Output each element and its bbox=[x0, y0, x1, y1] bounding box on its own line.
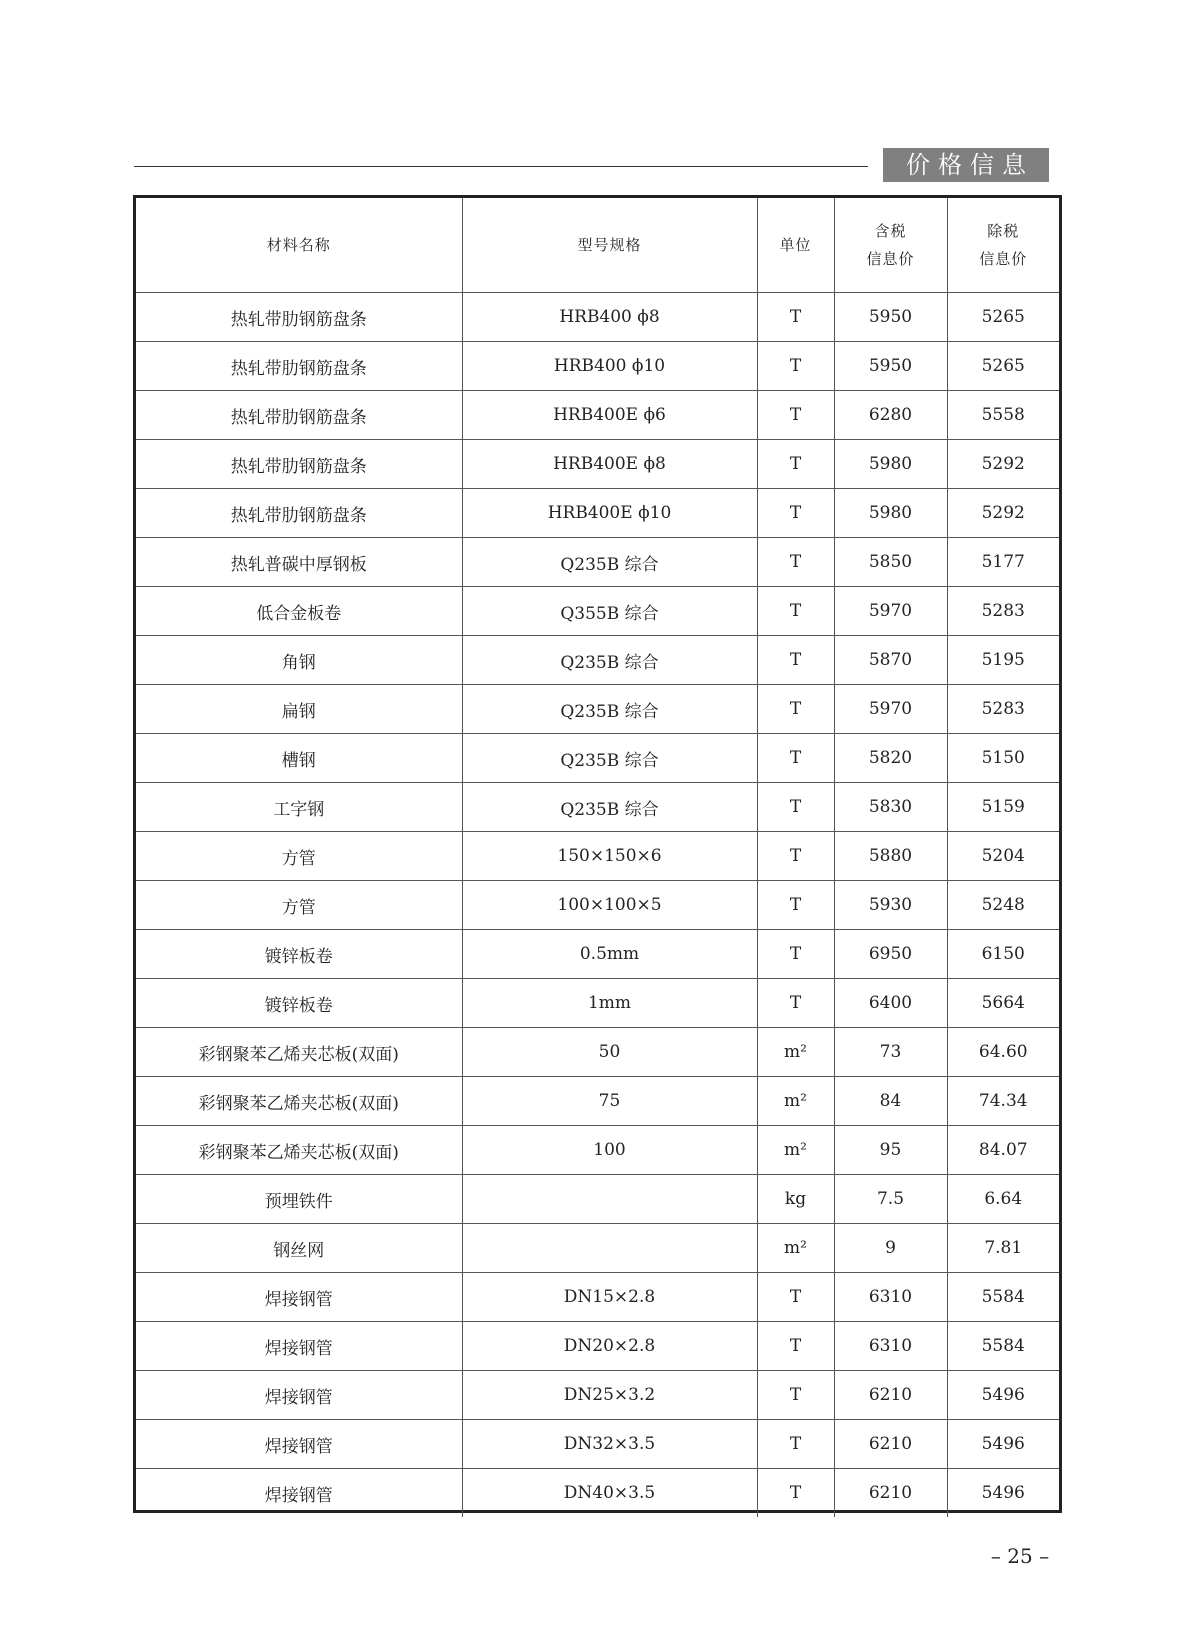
cell-price-with-tax: 84 bbox=[834, 1077, 947, 1126]
cell-material-name: 彩钢聚苯乙烯夹芯板(双面) bbox=[136, 1126, 462, 1175]
price-table bbox=[136, 198, 1059, 1517]
cell-price-with-tax: 95 bbox=[834, 1126, 947, 1175]
column-header-price-without-tax: 除税 信息价 bbox=[947, 198, 1059, 293]
cell-unit: T bbox=[757, 587, 834, 636]
cell-price-with-tax: 5970 bbox=[834, 685, 947, 734]
table-row bbox=[136, 538, 1059, 587]
table-row bbox=[136, 1371, 1059, 1420]
cell-material-name: 热轧带肋钢筋盘条 bbox=[136, 489, 462, 538]
cell-material-name: 方管 bbox=[136, 832, 462, 881]
table-row bbox=[136, 1469, 1059, 1518]
cell-price-without-tax: 5283 bbox=[947, 685, 1059, 734]
cell-unit: T bbox=[757, 930, 834, 979]
cell-price-with-tax: 5830 bbox=[834, 783, 947, 832]
cell-unit: m² bbox=[757, 1224, 834, 1273]
cell-spec: Q355B 综合 bbox=[462, 587, 757, 636]
cell-unit: T bbox=[757, 538, 834, 587]
table-row bbox=[136, 783, 1059, 832]
cell-unit: T bbox=[757, 342, 834, 391]
table-row bbox=[136, 440, 1059, 489]
cell-price-with-tax: 6210 bbox=[834, 1420, 947, 1469]
cell-price-without-tax: 6150 bbox=[947, 930, 1059, 979]
cell-price-without-tax: 84.07 bbox=[947, 1126, 1059, 1175]
cell-spec: 100×100×5 bbox=[462, 881, 757, 930]
cell-material-name: 低合金板卷 bbox=[136, 587, 462, 636]
cell-spec: 100 bbox=[462, 1126, 757, 1175]
cell-price-with-tax: 6280 bbox=[834, 391, 947, 440]
cell-spec: 0.5mm bbox=[462, 930, 757, 979]
cell-unit: T bbox=[757, 832, 834, 881]
cell-material-name: 镀锌板卷 bbox=[136, 979, 462, 1028]
cell-price-without-tax: 5248 bbox=[947, 881, 1059, 930]
table-row bbox=[136, 489, 1059, 538]
cell-spec: Q235B 综合 bbox=[462, 783, 757, 832]
cell-price-without-tax: 5292 bbox=[947, 489, 1059, 538]
cell-unit: T bbox=[757, 734, 834, 783]
cell-spec bbox=[462, 1175, 757, 1224]
cell-price-without-tax: 5159 bbox=[947, 783, 1059, 832]
cell-price-with-tax: 6400 bbox=[834, 979, 947, 1028]
table-row bbox=[136, 1420, 1059, 1469]
cell-price-with-tax: 6950 bbox=[834, 930, 947, 979]
table-body bbox=[136, 293, 1059, 1518]
cell-material-name: 扁钢 bbox=[136, 685, 462, 734]
cell-price-without-tax: 5292 bbox=[947, 440, 1059, 489]
price-table-frame bbox=[133, 195, 1062, 1513]
cell-spec: Q235B 综合 bbox=[462, 734, 757, 783]
cell-price-with-tax: 73 bbox=[834, 1028, 947, 1077]
table-row bbox=[136, 1273, 1059, 1322]
cell-spec: 1mm bbox=[462, 979, 757, 1028]
cell-price-with-tax: 9 bbox=[834, 1224, 947, 1273]
cell-spec: DN15×2.8 bbox=[462, 1273, 757, 1322]
cell-spec: HRB400E ϕ6 bbox=[462, 391, 757, 440]
cell-price-without-tax: 5664 bbox=[947, 979, 1059, 1028]
cell-price-without-tax: 5283 bbox=[947, 587, 1059, 636]
cell-price-without-tax: 7.81 bbox=[947, 1224, 1059, 1273]
cell-unit: T bbox=[757, 636, 834, 685]
cell-price-without-tax: 5584 bbox=[947, 1273, 1059, 1322]
cell-spec: HRB400E ϕ8 bbox=[462, 440, 757, 489]
cell-material-name: 热轧带肋钢筋盘条 bbox=[136, 293, 462, 342]
cell-material-name: 方管 bbox=[136, 881, 462, 930]
cell-spec: 50 bbox=[462, 1028, 757, 1077]
table-row bbox=[136, 293, 1059, 342]
cell-unit: T bbox=[757, 881, 834, 930]
cell-price-with-tax: 5850 bbox=[834, 538, 947, 587]
cell-material-name: 热轧带肋钢筋盘条 bbox=[136, 440, 462, 489]
cell-material-name: 钢丝网 bbox=[136, 1224, 462, 1273]
cell-unit: T bbox=[757, 783, 834, 832]
column-header-spec: 型号规格 bbox=[462, 198, 757, 293]
cell-price-without-tax: 64.60 bbox=[947, 1028, 1059, 1077]
cell-price-without-tax: 5558 bbox=[947, 391, 1059, 440]
cell-unit: T bbox=[757, 489, 834, 538]
cell-material-name: 热轧带肋钢筋盘条 bbox=[136, 342, 462, 391]
cell-unit: T bbox=[757, 391, 834, 440]
cell-spec: HRB400 ϕ8 bbox=[462, 293, 757, 342]
cell-spec: HRB400E ϕ10 bbox=[462, 489, 757, 538]
cell-material-name: 彩钢聚苯乙烯夹芯板(双面) bbox=[136, 1028, 462, 1077]
cell-spec: HRB400 ϕ10 bbox=[462, 342, 757, 391]
cell-price-without-tax: 5496 bbox=[947, 1469, 1059, 1518]
cell-price-with-tax: 6210 bbox=[834, 1371, 947, 1420]
cell-price-without-tax: 5496 bbox=[947, 1420, 1059, 1469]
cell-unit: T bbox=[757, 1469, 834, 1518]
table-row bbox=[136, 881, 1059, 930]
table-header-row bbox=[136, 198, 1059, 293]
cell-unit: T bbox=[757, 440, 834, 489]
cell-unit: T bbox=[757, 1322, 834, 1371]
section-title-badge: 价格信息 bbox=[883, 148, 1049, 182]
cell-material-name: 工字钢 bbox=[136, 783, 462, 832]
cell-unit: T bbox=[757, 685, 834, 734]
cell-price-with-tax: 6210 bbox=[834, 1469, 947, 1518]
cell-price-with-tax: 6310 bbox=[834, 1273, 947, 1322]
cell-price-without-tax: 5204 bbox=[947, 832, 1059, 881]
table-row bbox=[136, 1126, 1059, 1175]
cell-spec: 75 bbox=[462, 1077, 757, 1126]
cell-price-with-tax: 5880 bbox=[834, 832, 947, 881]
header-rule bbox=[134, 166, 868, 167]
cell-price-with-tax: 5950 bbox=[834, 342, 947, 391]
table-row bbox=[136, 587, 1059, 636]
cell-price-with-tax: 5870 bbox=[834, 636, 947, 685]
table-row bbox=[136, 734, 1059, 783]
table-row bbox=[136, 1175, 1059, 1224]
table-row bbox=[136, 1028, 1059, 1077]
cell-price-without-tax: 5150 bbox=[947, 734, 1059, 783]
cell-spec: DN25×3.2 bbox=[462, 1371, 757, 1420]
cell-material-name: 镀锌板卷 bbox=[136, 930, 462, 979]
table-row bbox=[136, 636, 1059, 685]
cell-unit: m² bbox=[757, 1028, 834, 1077]
cell-spec: Q235B 综合 bbox=[462, 538, 757, 587]
cell-price-with-tax: 7.5 bbox=[834, 1175, 947, 1224]
table-row bbox=[136, 685, 1059, 734]
table-row bbox=[136, 1224, 1059, 1273]
cell-price-with-tax: 6310 bbox=[834, 1322, 947, 1371]
cell-spec bbox=[462, 1224, 757, 1273]
cell-price-with-tax: 5930 bbox=[834, 881, 947, 930]
cell-price-with-tax: 5980 bbox=[834, 489, 947, 538]
cell-price-without-tax: 5195 bbox=[947, 636, 1059, 685]
cell-price-without-tax: 5177 bbox=[947, 538, 1059, 587]
cell-spec: Q235B 综合 bbox=[462, 685, 757, 734]
cell-material-name: 焊接钢管 bbox=[136, 1371, 462, 1420]
cell-material-name: 彩钢聚苯乙烯夹芯板(双面) bbox=[136, 1077, 462, 1126]
table-row bbox=[136, 930, 1059, 979]
cell-material-name: 预埋铁件 bbox=[136, 1175, 462, 1224]
cell-material-name: 焊接钢管 bbox=[136, 1273, 462, 1322]
cell-unit: m² bbox=[757, 1077, 834, 1126]
table-row bbox=[136, 1322, 1059, 1371]
cell-spec: DN32×3.5 bbox=[462, 1420, 757, 1469]
cell-material-name: 槽钢 bbox=[136, 734, 462, 783]
column-header-price-with-tax: 含税 信息价 bbox=[834, 198, 947, 293]
column-header-material-name: 材料名称 bbox=[136, 198, 462, 293]
cell-price-with-tax: 5970 bbox=[834, 587, 947, 636]
cell-material-name: 焊接钢管 bbox=[136, 1322, 462, 1371]
cell-material-name: 角钢 bbox=[136, 636, 462, 685]
cell-price-without-tax: 5584 bbox=[947, 1322, 1059, 1371]
cell-price-without-tax: 5265 bbox=[947, 293, 1059, 342]
table-row bbox=[136, 979, 1059, 1028]
table-row bbox=[136, 391, 1059, 440]
cell-price-with-tax: 5980 bbox=[834, 440, 947, 489]
cell-price-without-tax: 5265 bbox=[947, 342, 1059, 391]
cell-unit: T bbox=[757, 979, 834, 1028]
table-row bbox=[136, 1077, 1059, 1126]
column-header-unit: 单位 bbox=[757, 198, 834, 293]
cell-price-without-tax: 5496 bbox=[947, 1371, 1059, 1420]
cell-price-with-tax: 5950 bbox=[834, 293, 947, 342]
cell-unit: m² bbox=[757, 1126, 834, 1175]
cell-unit: kg bbox=[757, 1175, 834, 1224]
cell-price-without-tax: 74.34 bbox=[947, 1077, 1059, 1126]
table-row bbox=[136, 832, 1059, 881]
cell-spec: DN20×2.8 bbox=[462, 1322, 757, 1371]
cell-spec: Q235B 综合 bbox=[462, 636, 757, 685]
cell-unit: T bbox=[757, 1273, 834, 1322]
cell-unit: T bbox=[757, 293, 834, 342]
cell-unit: T bbox=[757, 1371, 834, 1420]
cell-price-without-tax: 6.64 bbox=[947, 1175, 1059, 1224]
cell-price-with-tax: 5820 bbox=[834, 734, 947, 783]
cell-material-name: 热轧带肋钢筋盘条 bbox=[136, 391, 462, 440]
page-number: – 25 – bbox=[990, 1544, 1050, 1568]
cell-unit: T bbox=[757, 1420, 834, 1469]
cell-spec: 150×150×6 bbox=[462, 832, 757, 881]
cell-material-name: 热轧普碳中厚钢板 bbox=[136, 538, 462, 587]
cell-material-name: 焊接钢管 bbox=[136, 1469, 462, 1518]
table-row bbox=[136, 342, 1059, 391]
cell-material-name: 焊接钢管 bbox=[136, 1420, 462, 1469]
cell-spec: DN40×3.5 bbox=[462, 1469, 757, 1518]
